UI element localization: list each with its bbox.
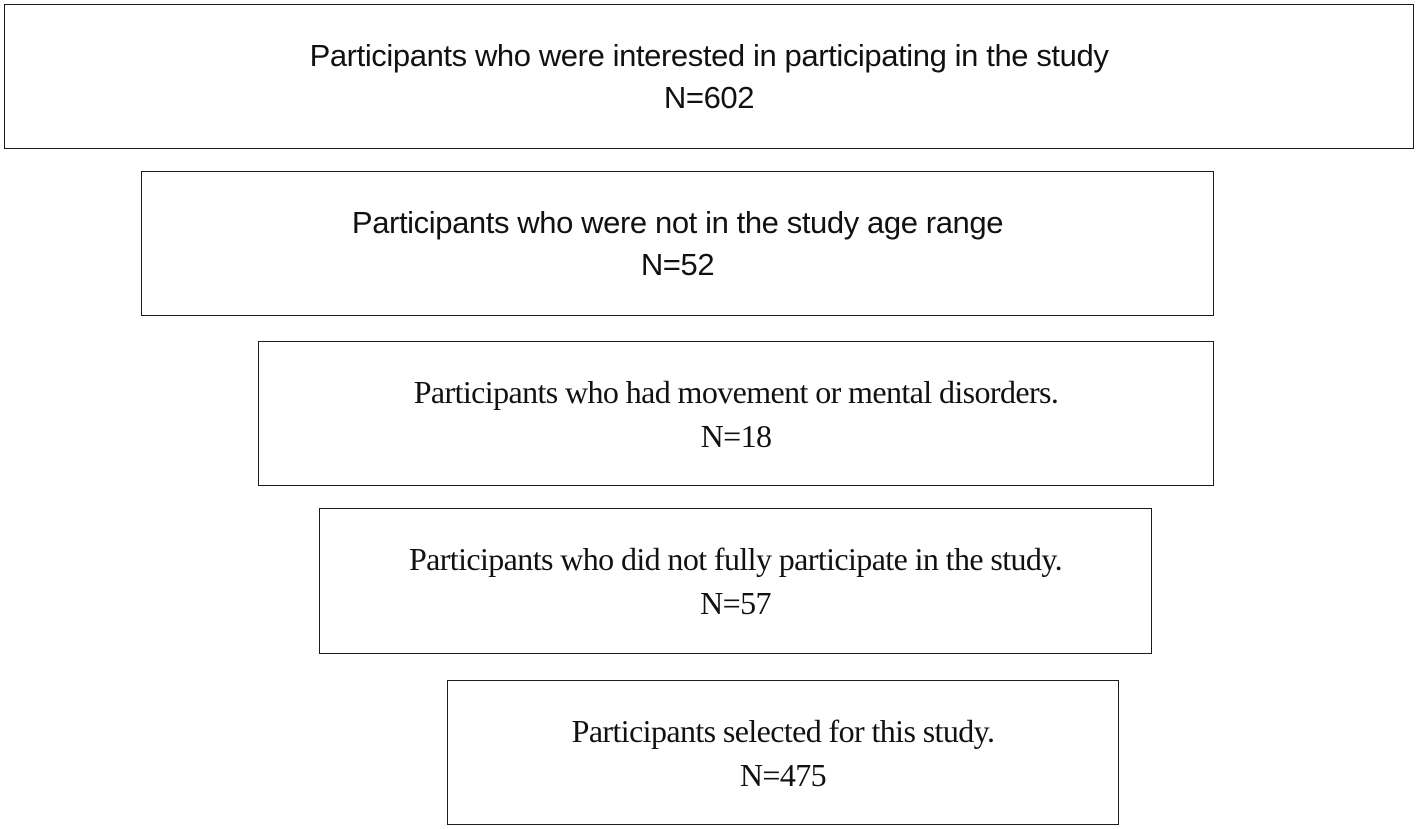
flow-box-selected — [447, 680, 1119, 825]
box-count: N=57 — [700, 585, 771, 621]
box-label: Participants who were not in the study age range — [351, 204, 1004, 240]
flow-box-age-range-excluded — [141, 171, 1214, 316]
box-label: Participants selected for this study. — [571, 712, 995, 749]
box-label: Participants who did not fully participate in the study. — [408, 541, 1063, 577]
box-label: Participants who were interested in participating in the study — [309, 37, 1109, 73]
box-count: N=602 — [663, 79, 755, 115]
box-count: N=52 — [640, 246, 715, 282]
flow-box-disorders-excluded — [258, 341, 1214, 486]
box-label: Participants who had movement or mental disorders. — [413, 373, 1059, 410]
flow-box-interested — [4, 4, 1414, 149]
flow-box-incomplete-excluded — [319, 508, 1152, 654]
box-count: N=475 — [739, 756, 827, 793]
box-count: N=18 — [700, 417, 772, 454]
